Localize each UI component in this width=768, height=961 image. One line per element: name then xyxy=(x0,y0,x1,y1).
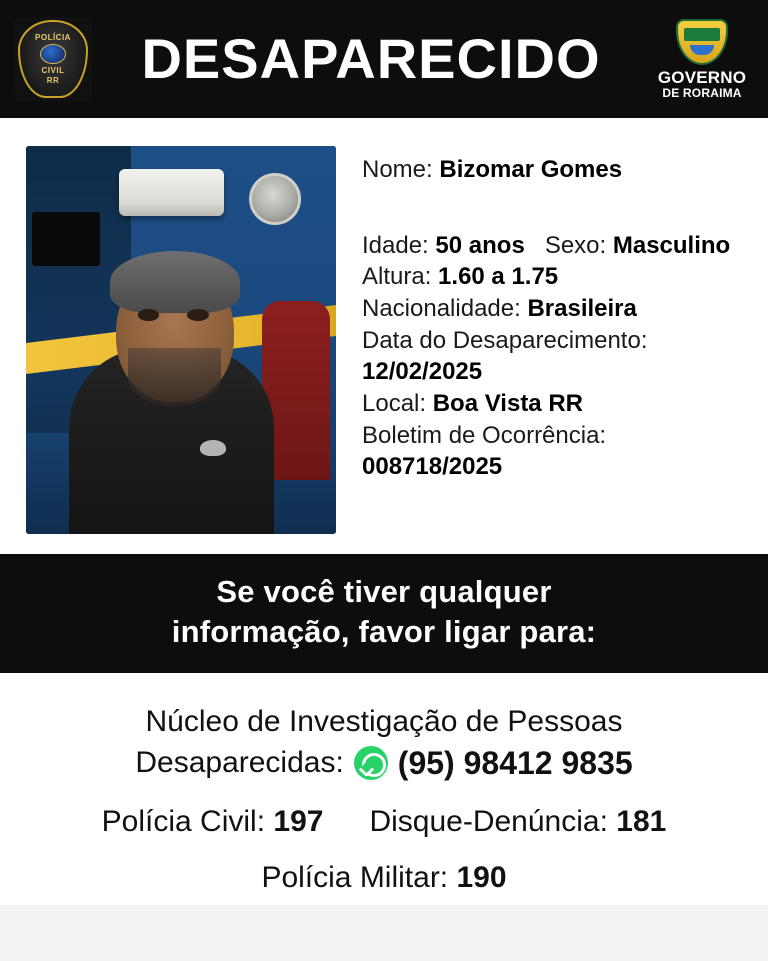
sex-value: Masculino xyxy=(612,231,731,259)
policia-civil-number[interactable]: 197 xyxy=(273,805,324,839)
poster-title-container xyxy=(92,27,650,90)
height-label: Altura: xyxy=(362,263,432,291)
gov-logo-line-2: DE RORAIMA xyxy=(662,85,742,100)
detail-report-label xyxy=(362,420,750,452)
disque-denuncia-label: Disque-Denúncia: xyxy=(369,805,608,839)
detail-age-sex xyxy=(362,230,750,262)
cta-line-1: Se você tiver qualquer xyxy=(216,574,552,609)
page-title: DESAPARECIDO xyxy=(141,27,601,90)
policia-militar-label: Polícia Militar: xyxy=(261,861,449,895)
disque-denuncia-contact xyxy=(369,805,666,839)
detail-disappearance-label xyxy=(362,325,750,357)
nucleo-contact xyxy=(16,703,752,783)
detail-disappearance-value xyxy=(362,356,750,388)
disque-denuncia-number[interactable]: 181 xyxy=(616,805,667,839)
policia-civil-badge-icon xyxy=(14,17,92,101)
report-label: Boletim de Ocorrência: xyxy=(362,421,607,449)
roraima-crest-icon xyxy=(676,19,728,65)
badge-line-3: RR xyxy=(46,75,60,85)
contact-section xyxy=(0,673,768,905)
governo-de-roraima-logo xyxy=(650,19,754,99)
whatsapp-icon xyxy=(354,746,388,780)
nucleo-phone-number[interactable]: (95) 98412 9835 xyxy=(397,745,633,782)
police-numbers-row xyxy=(16,805,752,839)
detail-local xyxy=(362,388,750,420)
bottom-spacer xyxy=(0,949,768,961)
disappearance-value: 12/02/2025 xyxy=(362,358,483,386)
name-value: Bizomar Gomes xyxy=(439,156,623,183)
nationality-label: Nacionalidade: xyxy=(362,295,521,323)
poster-body xyxy=(0,118,768,554)
name-label: Nome: xyxy=(362,156,433,183)
detail-nationality xyxy=(362,293,750,325)
wall-tv-icon xyxy=(32,212,100,266)
policia-militar-row xyxy=(16,861,752,895)
disappearance-label: Data do Desaparecimento: xyxy=(362,326,648,354)
policia-militar-contact xyxy=(261,861,506,895)
call-to-action-banner xyxy=(0,554,768,673)
badge-line-2: CIVIL xyxy=(41,66,65,76)
age-label: Idade: xyxy=(362,231,429,259)
person-details xyxy=(362,146,750,532)
cta-line-2: informação, favor ligar para: xyxy=(171,613,597,649)
gov-logo-line-1: GOVERNO xyxy=(657,68,747,88)
nationality-value: Brasileira xyxy=(527,295,637,323)
detail-name xyxy=(362,154,750,186)
poster-header xyxy=(0,0,768,118)
sex-label: Sexo: xyxy=(544,231,607,259)
air-conditioner-icon xyxy=(119,169,224,216)
nucleo-line-1: Núcleo de Investigação de Pessoas xyxy=(145,705,623,739)
badge-globe-icon xyxy=(40,44,66,64)
wall-fan-icon xyxy=(249,173,301,225)
local-value: Boa Vista RR xyxy=(432,390,583,418)
local-label: Local: xyxy=(362,390,427,418)
person-photo xyxy=(26,146,336,534)
height-value: 1.60 a 1.75 xyxy=(438,263,559,291)
policia-civil-contact xyxy=(102,805,324,839)
policia-militar-number[interactable]: 190 xyxy=(456,861,507,895)
detail-report-value xyxy=(362,451,750,483)
nucleo-line-2: Desaparecidas: xyxy=(135,746,344,780)
policia-civil-label: Polícia Civil: xyxy=(101,805,266,839)
detail-height xyxy=(362,261,750,293)
badge-line-1: POLÍCIA xyxy=(35,33,71,43)
report-value: 008718/2025 xyxy=(362,453,503,481)
age-value: 50 anos xyxy=(435,231,525,259)
